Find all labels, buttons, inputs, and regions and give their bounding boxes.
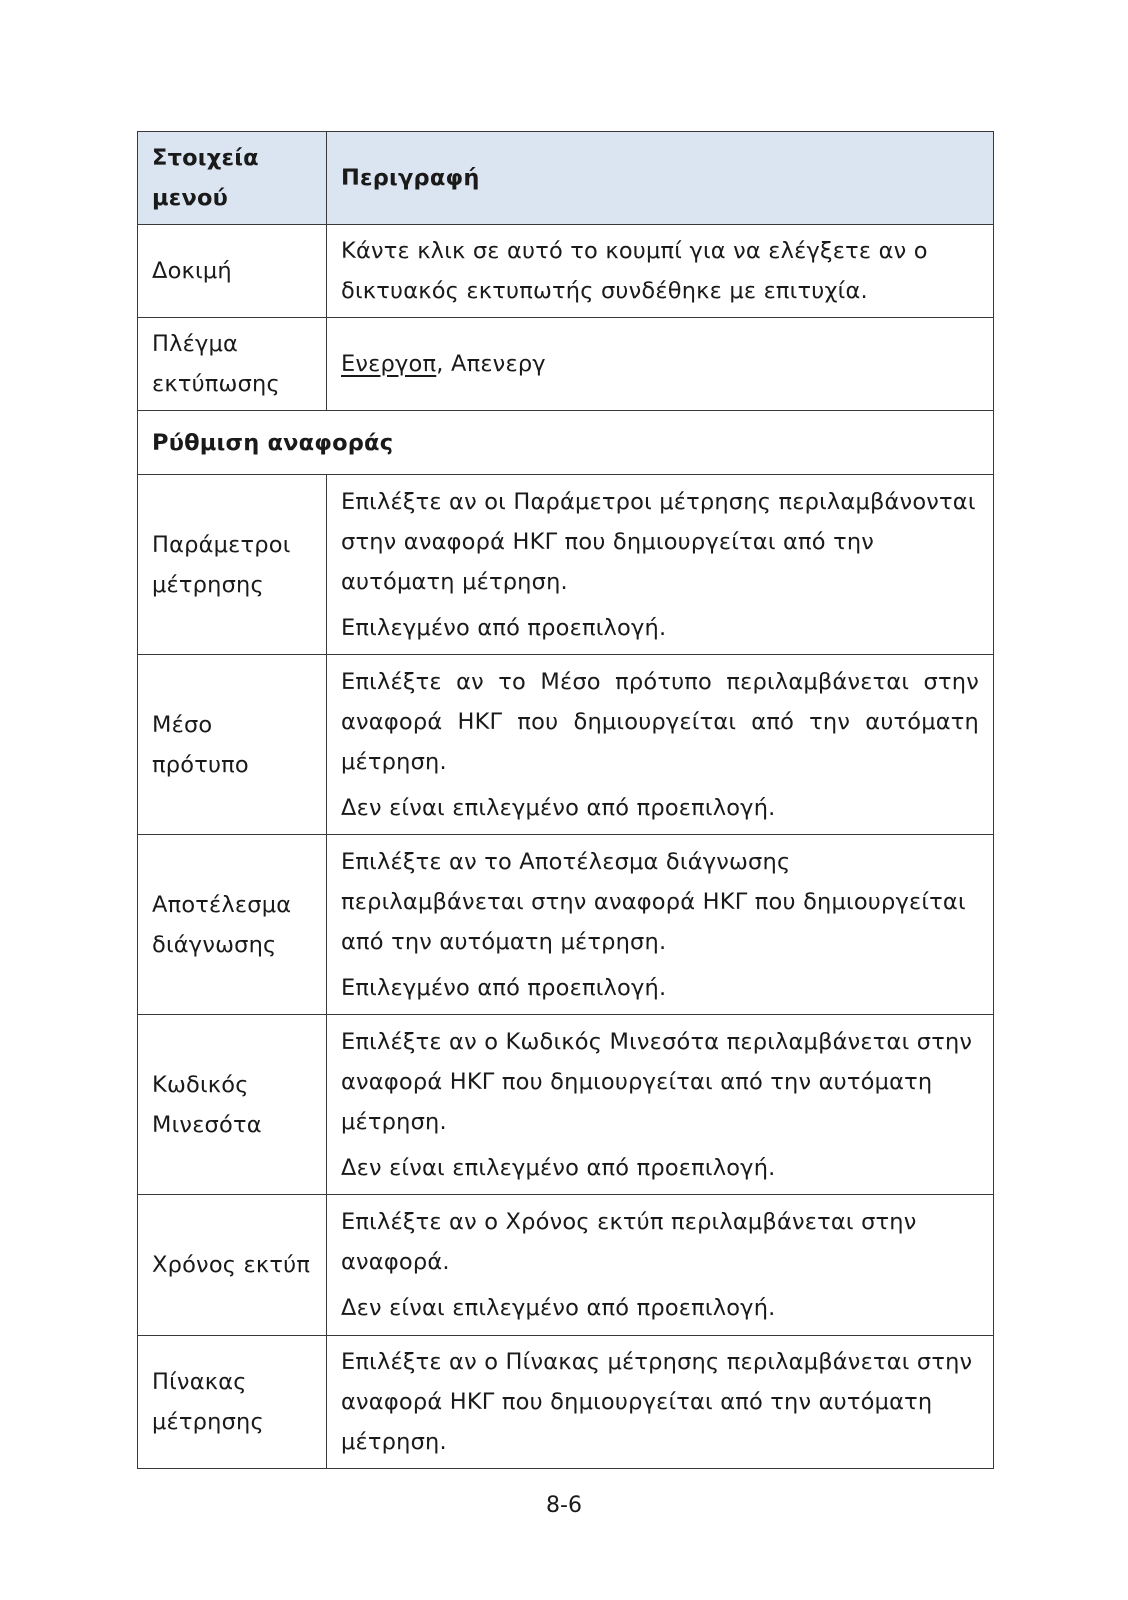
menu-item-measurement-parameters: Παράμετροι μέτρησης <box>138 475 327 655</box>
option-off: Απενεργ <box>450 351 546 377</box>
header-description: Περιγραφή <box>327 132 994 225</box>
description-text: Επιλέξτε αν ο Χρόνος εκτύπ περιλαμβάνεται στην αναφορά. <box>341 1209 917 1275</box>
section-row <box>138 411 994 475</box>
table-row <box>138 1015 994 1195</box>
description-text: Επιλέξτε αν οι Παράμετροι μέτρησης περιλαμβάνονται στην αναφορά ΗΚΓ που δημιουργείται από την αυτόματη μέτρηση. <box>341 488 976 595</box>
default-note: Δεν είναι επιλεγμένο από προεπιλογή. <box>341 1154 776 1181</box>
description-minnesota-code <box>327 1015 994 1195</box>
header-menu-items: Στοιχεία μενού <box>138 132 327 225</box>
page-number: 8-6 <box>546 1493 582 1518</box>
description-measurement-parameters <box>327 475 994 655</box>
menu-item-print-time: Χρόνος εκτύπ <box>138 1195 327 1336</box>
table-row <box>138 835 994 1015</box>
menu-items-table <box>137 131 994 1469</box>
description-measurement-table <box>327 1336 994 1469</box>
description-diagnosis-result <box>327 835 994 1015</box>
menu-item-print-grid: Πλέγμα εκτύπωσης <box>138 318 327 411</box>
table-row <box>138 1195 994 1336</box>
menu-item-minnesota-code: Κωδικός Μινεσότα <box>138 1015 327 1195</box>
description-print-time <box>327 1195 994 1336</box>
default-note: Δεν είναι επιλεγμένο από προεπιλογή. <box>341 1295 776 1321</box>
table-row <box>138 475 994 655</box>
description-text: Επιλέξτε αν ο Κωδικός Μινεσότα περιλαμβάνεται στην αναφορά ΗΚΓ που δημιουργείται από την αυτόματη μέτρηση. <box>341 1028 973 1135</box>
section-title-report-settings: Ρύθμιση αναφοράς <box>138 411 994 475</box>
menu-item-measurement-table: Πίνακας μέτρησης <box>138 1336 327 1469</box>
menu-item-diagnosis-result: Αποτέλεσμα διάγνωσης <box>138 835 327 1015</box>
description-text: Επιλέξτε αν το Μέσο πρότυπο περιλαμβάνεται στην αναφορά ΗΚΓ που δημιουργείται από την αυτόματη μέτρηση. <box>341 668 979 775</box>
description-text: Επιλέξτε αν το Αποτέλεσμα διάγνωσης περιλαμβάνεται στην αναφορά ΗΚΓ που δημιουργείται από την αυτόματη μέτρηση. <box>341 848 966 955</box>
default-note: Δεν είναι επιλεγμένο από προεπιλογή. <box>341 794 776 821</box>
table-row <box>138 655 994 835</box>
description-test: Κάντε κλικ σε αυτό το κουμπί για να ελέγξετε αν ο δικτυακός εκτυπωτής συνδέθηκε με επιτυχία. <box>327 225 994 318</box>
menu-item-average-template: Μέσο πρότυπο <box>138 655 327 835</box>
table-row <box>138 318 994 411</box>
option-separator: , <box>436 351 451 377</box>
description-average-template <box>327 655 994 835</box>
description-text: Επιλέξτε αν ο Πίνακας μέτρησης περιλαμβάνεται στην αναφορά ΗΚΓ που δημιουργείται από την αυτόματη μέτρηση. <box>341 1349 973 1455</box>
menu-item-test: Δοκιμή <box>138 225 327 318</box>
table-row <box>138 1336 994 1469</box>
default-note: Επιλεγμένο από προεπιλογή. <box>341 974 667 1001</box>
default-note: Επιλεγμένο από προεπιλογή. <box>341 614 667 641</box>
option-default-on: Ενεργοπ <box>341 351 437 377</box>
description-print-grid <box>327 318 994 411</box>
table-header-row <box>138 132 994 225</box>
table-row <box>138 225 994 318</box>
